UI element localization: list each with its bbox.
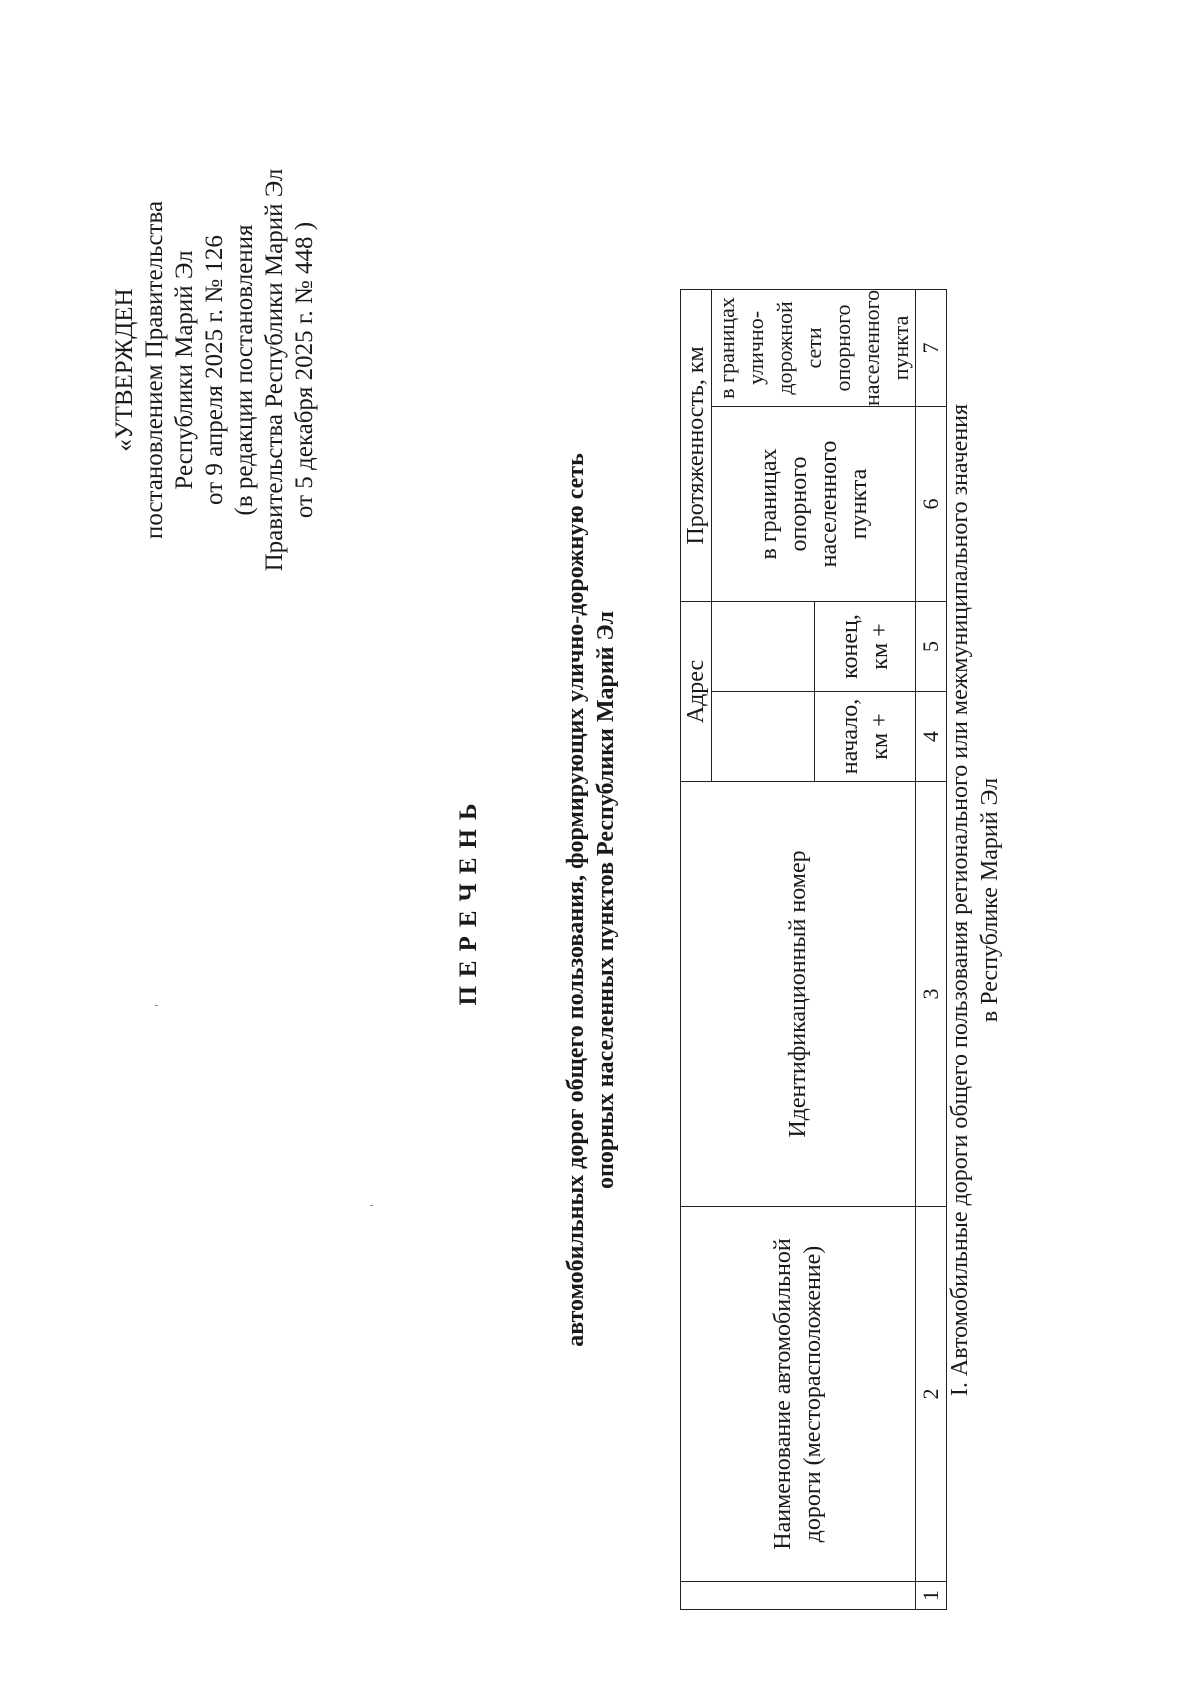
- title-main: ПЕРЕЧЕНЬ: [455, 794, 482, 1006]
- approval-line: Правительства Республики Марий Эл: [261, 168, 288, 572]
- column-number: 7: [916, 289, 947, 406]
- document-title: [455, 400, 621, 1400]
- section-title-line2: в Республике Марий Эл: [977, 777, 1003, 1023]
- landscape-page: [0, 80, 1100, 1640]
- header-road-name: Наименование автомобильной дороги (месторасположение): [681, 1207, 916, 1582]
- column-number: 1: [916, 1582, 947, 1610]
- scan-speck: [370, 1205, 373, 1206]
- title-subtitle-line1: автомобильных дорог общего пользования, формирующих улично-дорожную сеть: [563, 453, 589, 1347]
- header-cell-empty: [712, 602, 815, 692]
- header-cell-empty: [712, 692, 815, 782]
- column-number: 3: [916, 782, 947, 1207]
- column-number: 5: [916, 602, 947, 692]
- approval-line: (в редакции постановления: [231, 224, 258, 516]
- roads-table: [680, 289, 947, 1610]
- approval-line: от 9 апреля 2025 г. № 126: [201, 235, 228, 505]
- approval-line: постановлением Правительства: [141, 200, 168, 540]
- header-within-settlement: в границах опорного населенного пункта: [712, 407, 916, 602]
- header-within-street-network: в границах улично-дорожной сети опорного населенного пункта: [712, 289, 916, 406]
- column-number: 2: [916, 1207, 947, 1582]
- header-address: Адрес: [681, 602, 712, 782]
- column-number-row: [916, 289, 947, 1609]
- column-number: 6: [916, 407, 947, 602]
- header-cell-empty: [681, 1582, 916, 1610]
- approval-line: «УТВЕРЖДЕН: [111, 288, 138, 452]
- scan-speck: [155, 1005, 158, 1006]
- approval-stamp: [110, 110, 320, 630]
- header-start: начало, км +: [815, 692, 916, 782]
- header-length: Протяженность, км: [681, 289, 712, 601]
- approval-line: Республики Марий Эл: [171, 250, 198, 490]
- column-number: 4: [916, 692, 947, 782]
- section-title: [945, 300, 1005, 1500]
- header-id-number: Идентификационный номер: [681, 782, 916, 1207]
- header-end: конец, км +: [815, 602, 916, 692]
- section-title-line1: I. Автомобильные дороги общего пользования регионального или межмуниципального значения: [947, 403, 973, 1397]
- approval-line: от 5 декабря 2025 г. № 448 ): [291, 221, 318, 519]
- title-subtitle-line2: опорных населенных пунктов Республики Марий Эл: [593, 611, 619, 1189]
